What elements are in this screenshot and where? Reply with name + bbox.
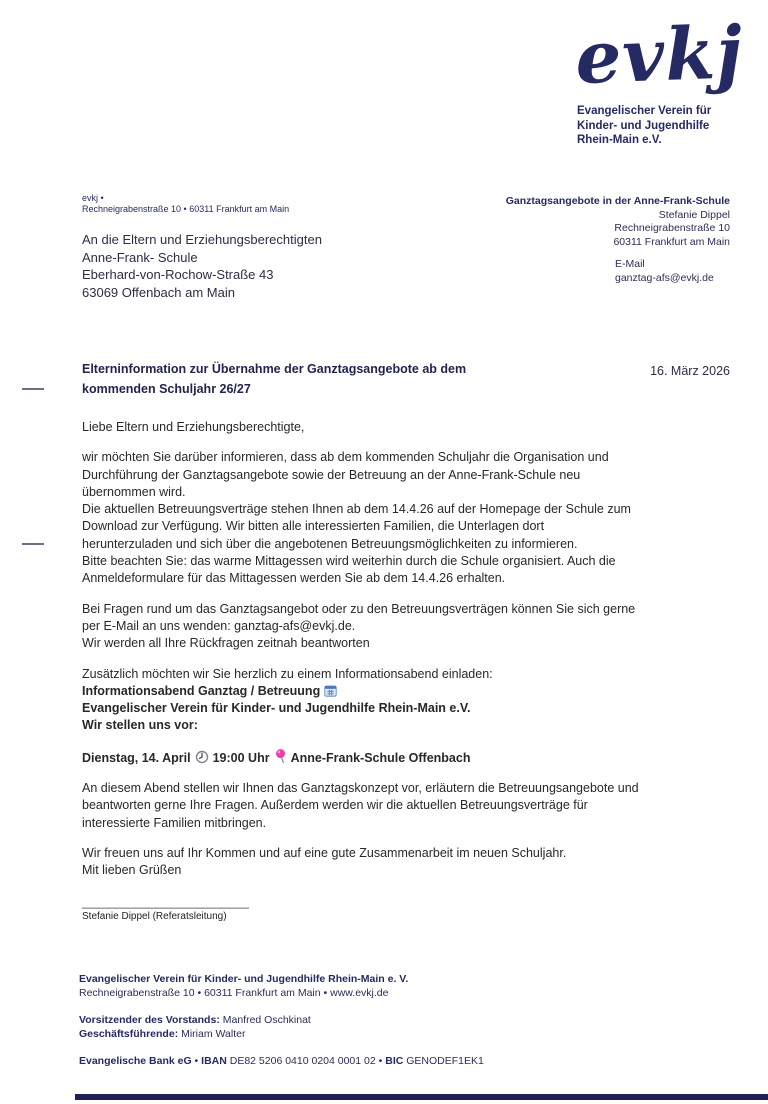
body-line: Anmeldeformulare für das Mittagessen werden Sie ab dem 14.4.26 erhalten. — [82, 571, 506, 586]
contact-title: Ganztagsangebote in der Anne-Frank-Schule — [505, 195, 730, 207]
contact-block — [490, 195, 730, 285]
subject-line: kommenden Schuljahr 26/27 — [82, 381, 251, 396]
body-line: Bitte beachten Sie: das warme Mittagessen wird weiterhin durch die Schule organisiert. Auch die — [82, 554, 616, 569]
body-line: Zusätzlich möchten wir Sie herzlich zu einem Informationsabend einladen: — [82, 666, 493, 681]
fold-mark — [22, 543, 44, 545]
body-line: Download zur Verfügung. Wir bitten alle interessierten Familien, die Unterlagen dort — [82, 519, 545, 534]
body-line: Mit lieben Grüßen — [82, 863, 182, 878]
body-line: An diesem Abend stellen wir Ihnen das Ganztagskonzept vor, erläutern die Betreuungsangebote und — [82, 781, 639, 796]
logo-tagline-line: Evangelischer Verein für — [577, 105, 712, 117]
recipient-address-line: 63069 Offenbach am Main — [82, 284, 235, 300]
recipient-address-line: Eberhard-von-Rochow-Straße 43 — [82, 267, 274, 282]
body-line: Evangelischer Verein für Kinder- und Jugendhilfe Rhein-Main e.V. — [82, 701, 471, 716]
footer-md-label: Geschäftsführende: — [79, 1028, 179, 1040]
footer-bic-label: BIC — [385, 1055, 404, 1067]
email-label: E-Mail — [615, 258, 645, 270]
body-line: per E-Mail an uns wenden: ganztag-afs@evkj.de. — [82, 618, 356, 633]
footer-bank-line — [79, 1054, 484, 1068]
body-line: Durchführung der Ganztagsangebote sowie der Betreuung an der Anne-Frank-Schule neu — [82, 467, 581, 482]
letter-footer — [79, 972, 484, 1068]
event-time: 19:00 Uhr — [212, 750, 270, 765]
body-line: Wir freuen uns auf Ihr Kommen und auf eine gute Zusammenarbeit im neuen Schuljahr. — [82, 845, 567, 860]
recipient-address-line: An die Eltern und Erziehungsberechtigten — [82, 232, 322, 247]
body-line: Wir werden all Ihre Rückfragen zeitnah beantworten — [82, 636, 370, 651]
sender-line: evkj • — [82, 193, 104, 203]
footer-bic-value: GENODEF1EK1 — [403, 1055, 484, 1067]
logo-wordmark: evkj — [574, 9, 745, 100]
body-line: wir möchten Sie darüber informieren, dass ab dem kommenden Schuljahr die Organisation und — [82, 450, 609, 465]
footer-board-label: Vorsitzender des Vorstands: — [79, 1014, 220, 1026]
evkj-logo — [574, 9, 745, 148]
body-line-text: Informationsabend Ganztag / Betreuung — [82, 683, 321, 698]
logo-tagline — [577, 104, 745, 148]
contact-city: 60311 Frankfurt am Main — [613, 235, 730, 248]
body-line: beantworten gerne Ihre Fragen. Außerdem werden wir die aktuellen Betreuungsverträge für — [82, 798, 588, 813]
bottom-accent-bar — [75, 1094, 768, 1100]
sender-return-address — [82, 193, 289, 215]
contact-email-block — [490, 258, 730, 285]
fold-mark — [22, 388, 44, 390]
logo-tagline-line: Rhein-Main e.V. — [577, 134, 662, 146]
calendar-icon — [324, 684, 337, 697]
footer-sep: • — [375, 1055, 386, 1067]
footer-board-line — [79, 1013, 484, 1027]
footer-iban-label: IBAN — [201, 1055, 227, 1067]
footer-iban-value: DE82 5206 0410 0204 0001 02 — [226, 1055, 376, 1067]
body-line: Liebe Eltern und Erziehungsberechtigte, — [82, 420, 305, 434]
footer-board-name: Manfred Oschkinat — [219, 1014, 311, 1026]
pin-icon — [274, 748, 287, 764]
footer-sep: • — [191, 1055, 202, 1067]
body-line: interessierte Familien mitbringen. — [82, 815, 267, 830]
clock-icon — [195, 750, 209, 764]
event-location: Anne-Frank-Schule Offenbach — [290, 750, 471, 765]
footer-bank-name: Evangelische Bank eG — [79, 1055, 192, 1067]
subject — [82, 360, 582, 399]
footer-org-name: Evangelischer Verein für Kinder- und Jugendhilfe Rhein-Main e. V. — [79, 973, 409, 985]
footer-md-line — [79, 1027, 484, 1041]
body-line: herunterzuladen und sich über die angebotenen Betreuungsmöglichkeiten zu informieren. — [82, 536, 578, 551]
signature-rule: _________________________ — [82, 895, 249, 909]
footer-org-address: Rechneigrabenstraße 10 • 60311 Frankfurt am Main • www.evkj.de — [79, 987, 389, 999]
signature-block — [82, 896, 249, 922]
body-line: Bei Fragen rund um das Ganztagsangebot oder zu den Betreuungsverträgen können Sie sich gerne — [82, 601, 636, 616]
logo-tagline-line: Kinder- und Jugendhilfe — [577, 119, 710, 132]
body-line: Die aktuellen Betreuungsverträge stehen Ihnen ab dem 14.4.26 auf der Homepage der Schule zum — [82, 502, 631, 517]
subject-line: Elterninformation zur Übernahme der Ganztagsangebote ab dem — [82, 362, 467, 376]
contact-name: Stefanie Dippel — [658, 208, 730, 221]
body-line: Wir stellen uns vor: — [82, 718, 198, 733]
body-line: übernommen wird. — [82, 484, 186, 499]
letter-body — [82, 419, 742, 880]
body-line-info-evening — [82, 683, 742, 700]
signature-name: Stefanie Dippel (Referatsleitung) — [82, 911, 227, 922]
event-line — [82, 748, 742, 767]
footer-md-name: Miriam Walter — [178, 1028, 246, 1040]
event-date: Dienstag, 14. April — [82, 750, 191, 765]
contact-street: Rechneigrabenstraße 10 — [614, 222, 730, 234]
recipient-address — [82, 231, 322, 301]
email-address: ganztag-afs@evkj.de — [615, 271, 714, 284]
letter-date: 16. März 2026 — [650, 364, 730, 378]
sender-line: Rechneigrabenstraße 10 • 60311 Frankfurt am Main — [82, 204, 290, 214]
recipient-address-line: Anne-Frank- Schule — [82, 249, 198, 265]
